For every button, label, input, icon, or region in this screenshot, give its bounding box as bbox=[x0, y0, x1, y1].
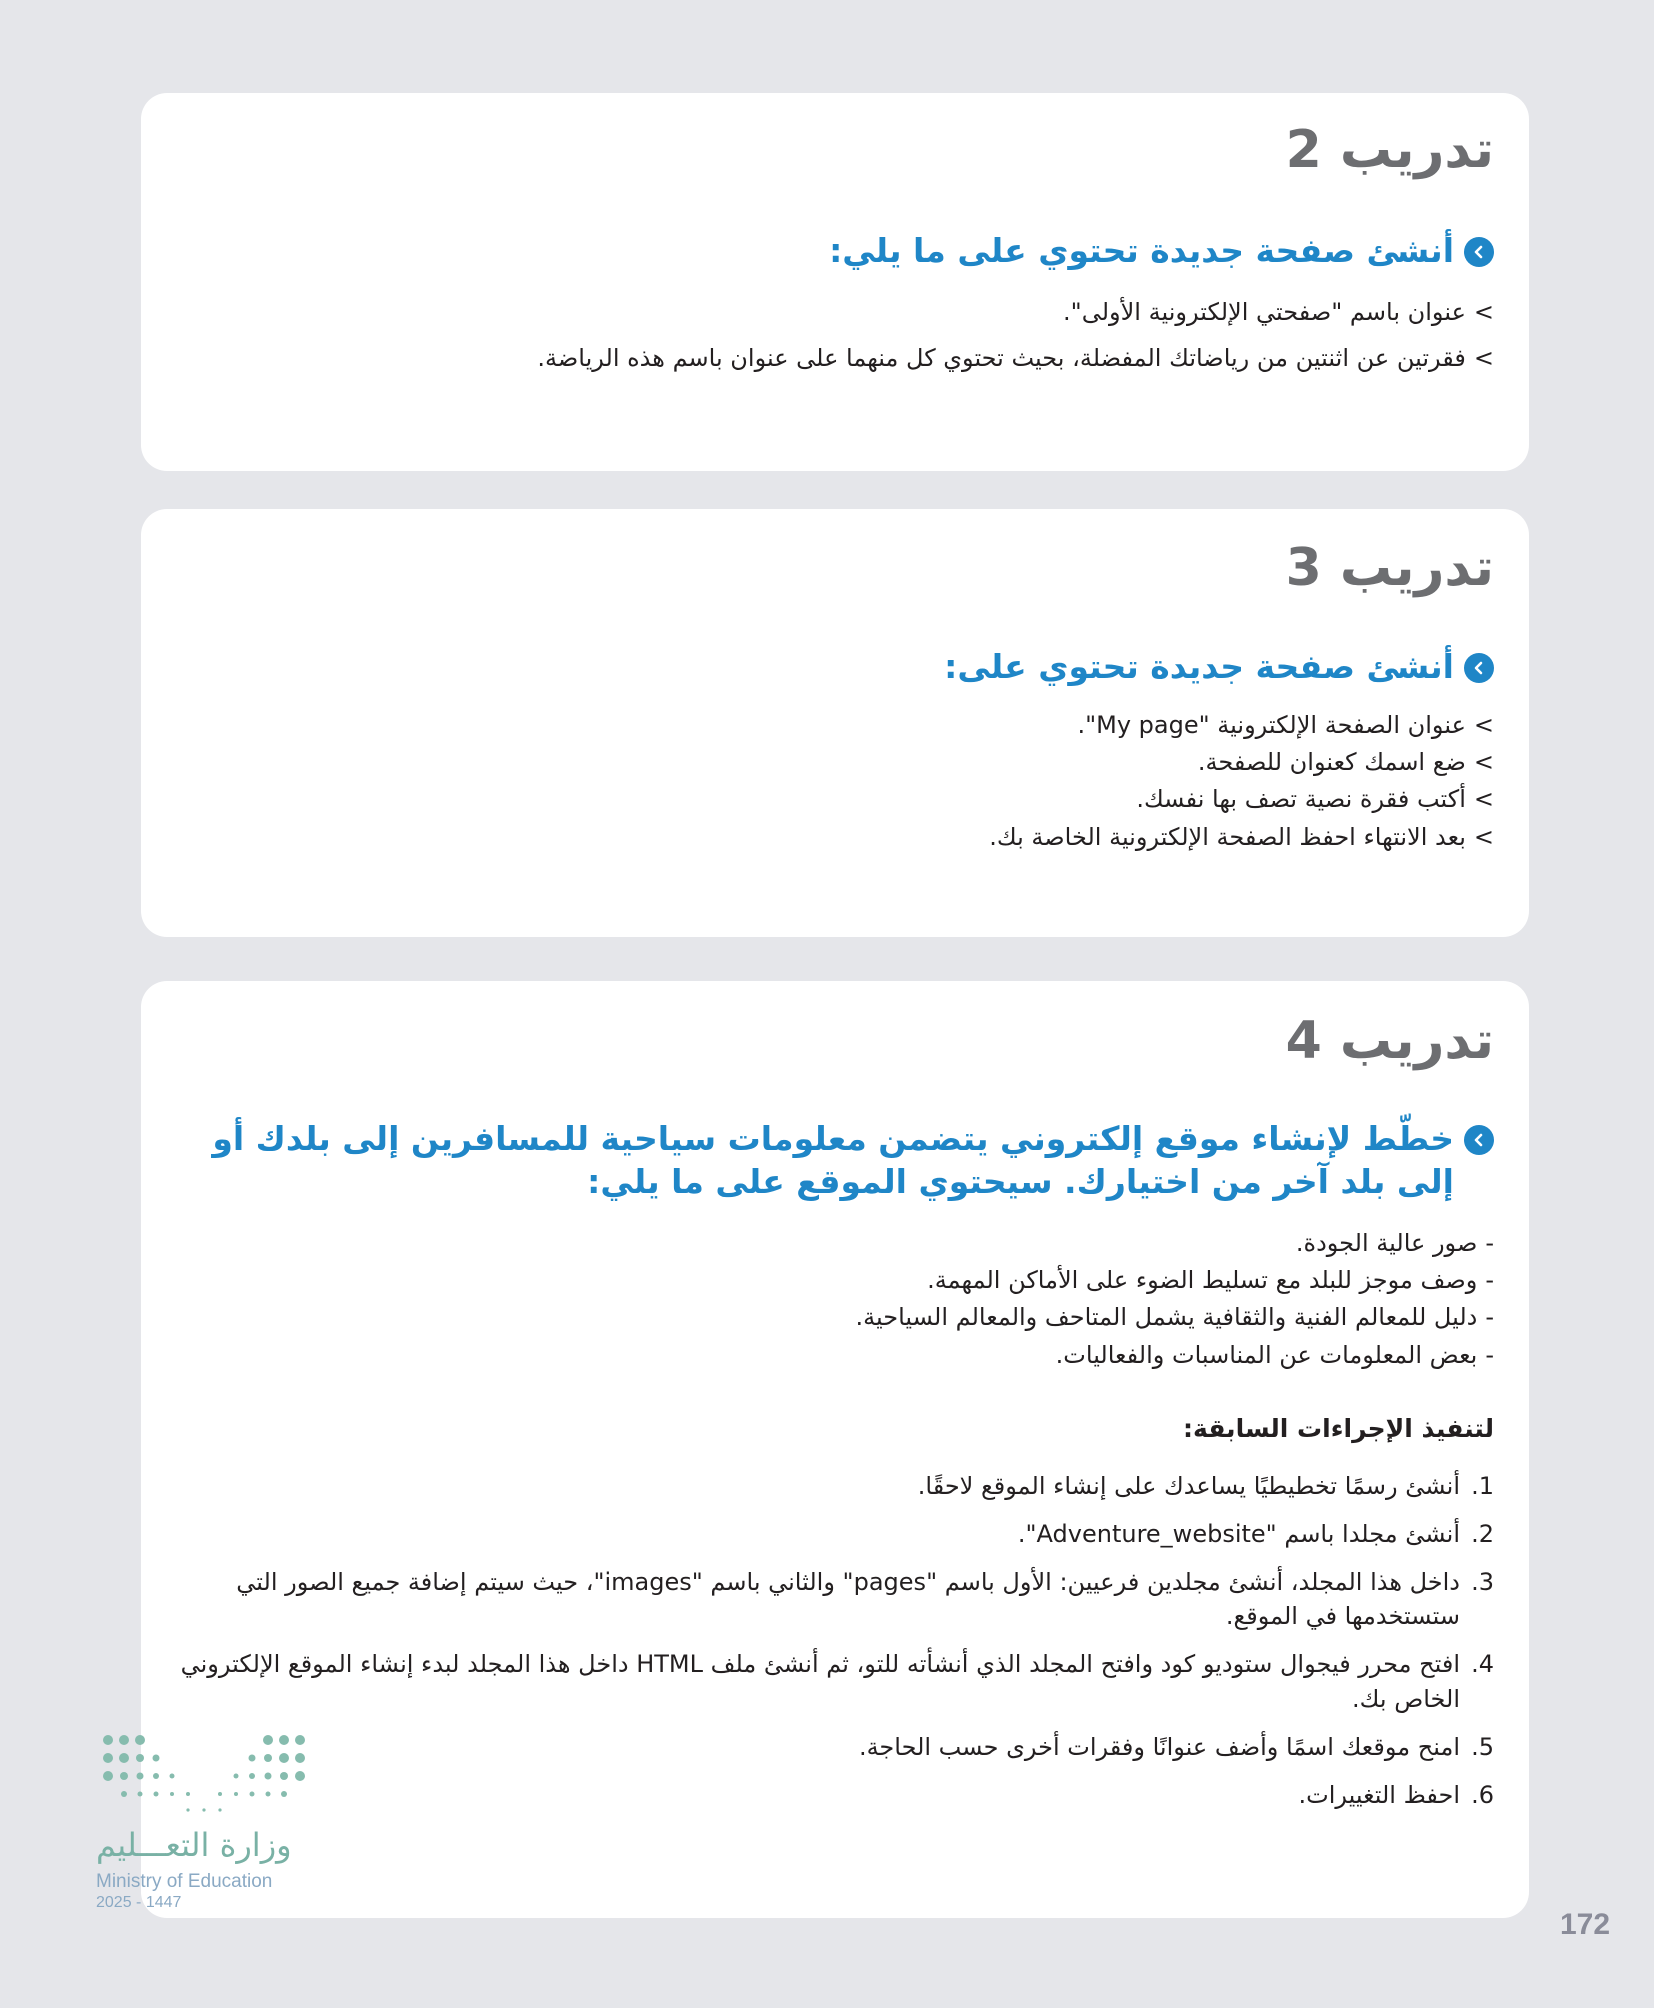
list-item bbox=[989, 781, 1494, 818]
dash-marker: - bbox=[1485, 1266, 1494, 1295]
dash-marker: - bbox=[1485, 1340, 1494, 1369]
step-number: 4. bbox=[1471, 1650, 1494, 1679]
exercise-2-instruction-text: أنشئ صفحة جديدة تحتوي على ما يلي: bbox=[829, 231, 1454, 270]
arrow-marker: > bbox=[1473, 343, 1494, 372]
list-item-text: ضع اسمك كعنوان للصفحة. bbox=[1197, 748, 1466, 777]
steps-list bbox=[171, 1469, 1494, 1825]
step-text: أنشئ مجلدا باسم "Adventure_website". bbox=[1017, 1519, 1460, 1548]
list-item-text: بعض المعلومات عن المناسبات والفعاليات. bbox=[1055, 1340, 1478, 1369]
exercise-4-title: تدريب 4 bbox=[1285, 1011, 1494, 1071]
list-item-text: وصف موجز للبلد مع تسليط الضوء على الأماكن المهمة. bbox=[927, 1266, 1478, 1295]
arrow-marker: > bbox=[1473, 298, 1494, 326]
list-item bbox=[537, 290, 1494, 336]
arrow-marker: > bbox=[1473, 822, 1494, 851]
ministry-of-education-logo bbox=[96, 1728, 316, 1918]
exercise-2-list bbox=[537, 290, 1494, 381]
exercise-4-instruction bbox=[171, 1118, 1494, 1204]
list-item bbox=[856, 1262, 1495, 1299]
step-item bbox=[171, 1517, 1494, 1552]
step-number: 2. bbox=[1471, 1519, 1494, 1548]
step-item bbox=[171, 1778, 1494, 1813]
chevron-left-circle-icon bbox=[1464, 1125, 1494, 1155]
dash-marker: - bbox=[1485, 1229, 1494, 1257]
chevron-left-circle-icon bbox=[1464, 653, 1494, 683]
step-text: أنشئ رسمًا تخطيطيًا يساعدك على إنشاء الموقع لاحقًا. bbox=[917, 1472, 1460, 1500]
step-item bbox=[171, 1730, 1494, 1765]
logo-arabic-text: وزارة التعـــليم bbox=[96, 1826, 292, 1864]
step-text: افتح محرر فيجوال ستوديو كود وافتح المجلد الذي أنشأته للتو، ثم أنشئ ملف HTML داخل هذا المجلد لبدء إنشاء الموقع الإلكتروني الخاص بك. bbox=[180, 1650, 1460, 1713]
list-item-text: عنوان باسم "صفحتي الإلكترونية الأولى". bbox=[1063, 298, 1466, 326]
step-text: داخل هذا المجلد، أنشئ مجلدين فرعيين: الأول باسم "pages" والثاني باسم "images"، حيث سيتم إضافة جميع الصور التي ستستخدمها في الموقع. bbox=[236, 1567, 1460, 1631]
list-item bbox=[856, 1225, 1495, 1262]
arrow-marker: > bbox=[1473, 785, 1494, 814]
arrow-marker: > bbox=[1473, 711, 1494, 739]
step-item bbox=[171, 1469, 1494, 1504]
exercise-2-title: تدريب 2 bbox=[1285, 120, 1494, 180]
list-item-text: فقرتين عن اثنتين من رياضاتك المفضلة، بحيث تحتوي كل منهما على عنوان باسم هذه الرياضة. bbox=[537, 343, 1466, 372]
exercise-3-instruction-text: أنشئ صفحة جديدة تحتوي على: bbox=[944, 647, 1454, 686]
list-item bbox=[989, 819, 1494, 856]
list-item-text: عنوان الصفحة الإلكترونية "My page". bbox=[1077, 711, 1466, 739]
steps-heading: لتنفيذ الإجراءات السابقة: bbox=[1183, 1414, 1494, 1443]
list-item-text: صور عالية الجودة. bbox=[1295, 1229, 1478, 1257]
exercise-2-instruction bbox=[829, 230, 1494, 273]
exercise-3-list bbox=[989, 707, 1494, 856]
exercise-4-card bbox=[141, 981, 1529, 1918]
step-number: 5. bbox=[1471, 1732, 1494, 1761]
exercise-3-instruction bbox=[944, 646, 1494, 689]
arrow-marker: > bbox=[1473, 748, 1494, 777]
list-item-text: أكتب فقرة نصية تصف بها نفسك. bbox=[1136, 785, 1466, 814]
exercise-3-card bbox=[141, 509, 1529, 937]
logo-dots-icon bbox=[96, 1728, 316, 1823]
exercise-4-instruction-text: خطّط لإنشاء موقع إلكتروني يتضمن معلومات سياحية للمسافرين إلى بلدك أو إلى بلد آخر من اختيارك. سيحتوي الموقع على ما يلي: bbox=[212, 1119, 1454, 1201]
exercise-2-card bbox=[141, 93, 1529, 471]
step-number: 3. bbox=[1471, 1567, 1494, 1596]
step-text: امنح موقعك اسمًا وأضف عنوانًا وفقرات أخرى حسب الحاجة. bbox=[858, 1732, 1460, 1761]
exercise-4-list bbox=[856, 1225, 1495, 1374]
step-item bbox=[171, 1647, 1494, 1717]
logo-english-text: Ministry of Education bbox=[96, 1871, 273, 1892]
step-number: 6. bbox=[1471, 1780, 1494, 1809]
page-number: 172 bbox=[1560, 1908, 1611, 1941]
list-item bbox=[856, 1299, 1495, 1336]
chevron-left-circle-icon bbox=[1464, 237, 1494, 267]
logo-year-text: 2025 - 1447 bbox=[96, 1894, 182, 1911]
dash-marker: - bbox=[1485, 1303, 1494, 1332]
step-text: احفظ التغييرات. bbox=[1298, 1780, 1460, 1809]
list-item bbox=[537, 336, 1494, 382]
list-item bbox=[989, 707, 1494, 744]
step-number: 1. bbox=[1471, 1472, 1494, 1500]
list-item-text: بعد الانتهاء احفظ الصفحة الإلكترونية الخاصة بك. bbox=[989, 822, 1466, 851]
list-item-text: دليل للمعالم الفنية والثقافية يشمل المتاحف والمعالم السياحية. bbox=[855, 1303, 1478, 1332]
list-item bbox=[989, 744, 1494, 781]
step-item bbox=[171, 1565, 1494, 1635]
list-item bbox=[856, 1337, 1495, 1374]
exercise-3-title: تدريب 3 bbox=[1285, 538, 1494, 598]
